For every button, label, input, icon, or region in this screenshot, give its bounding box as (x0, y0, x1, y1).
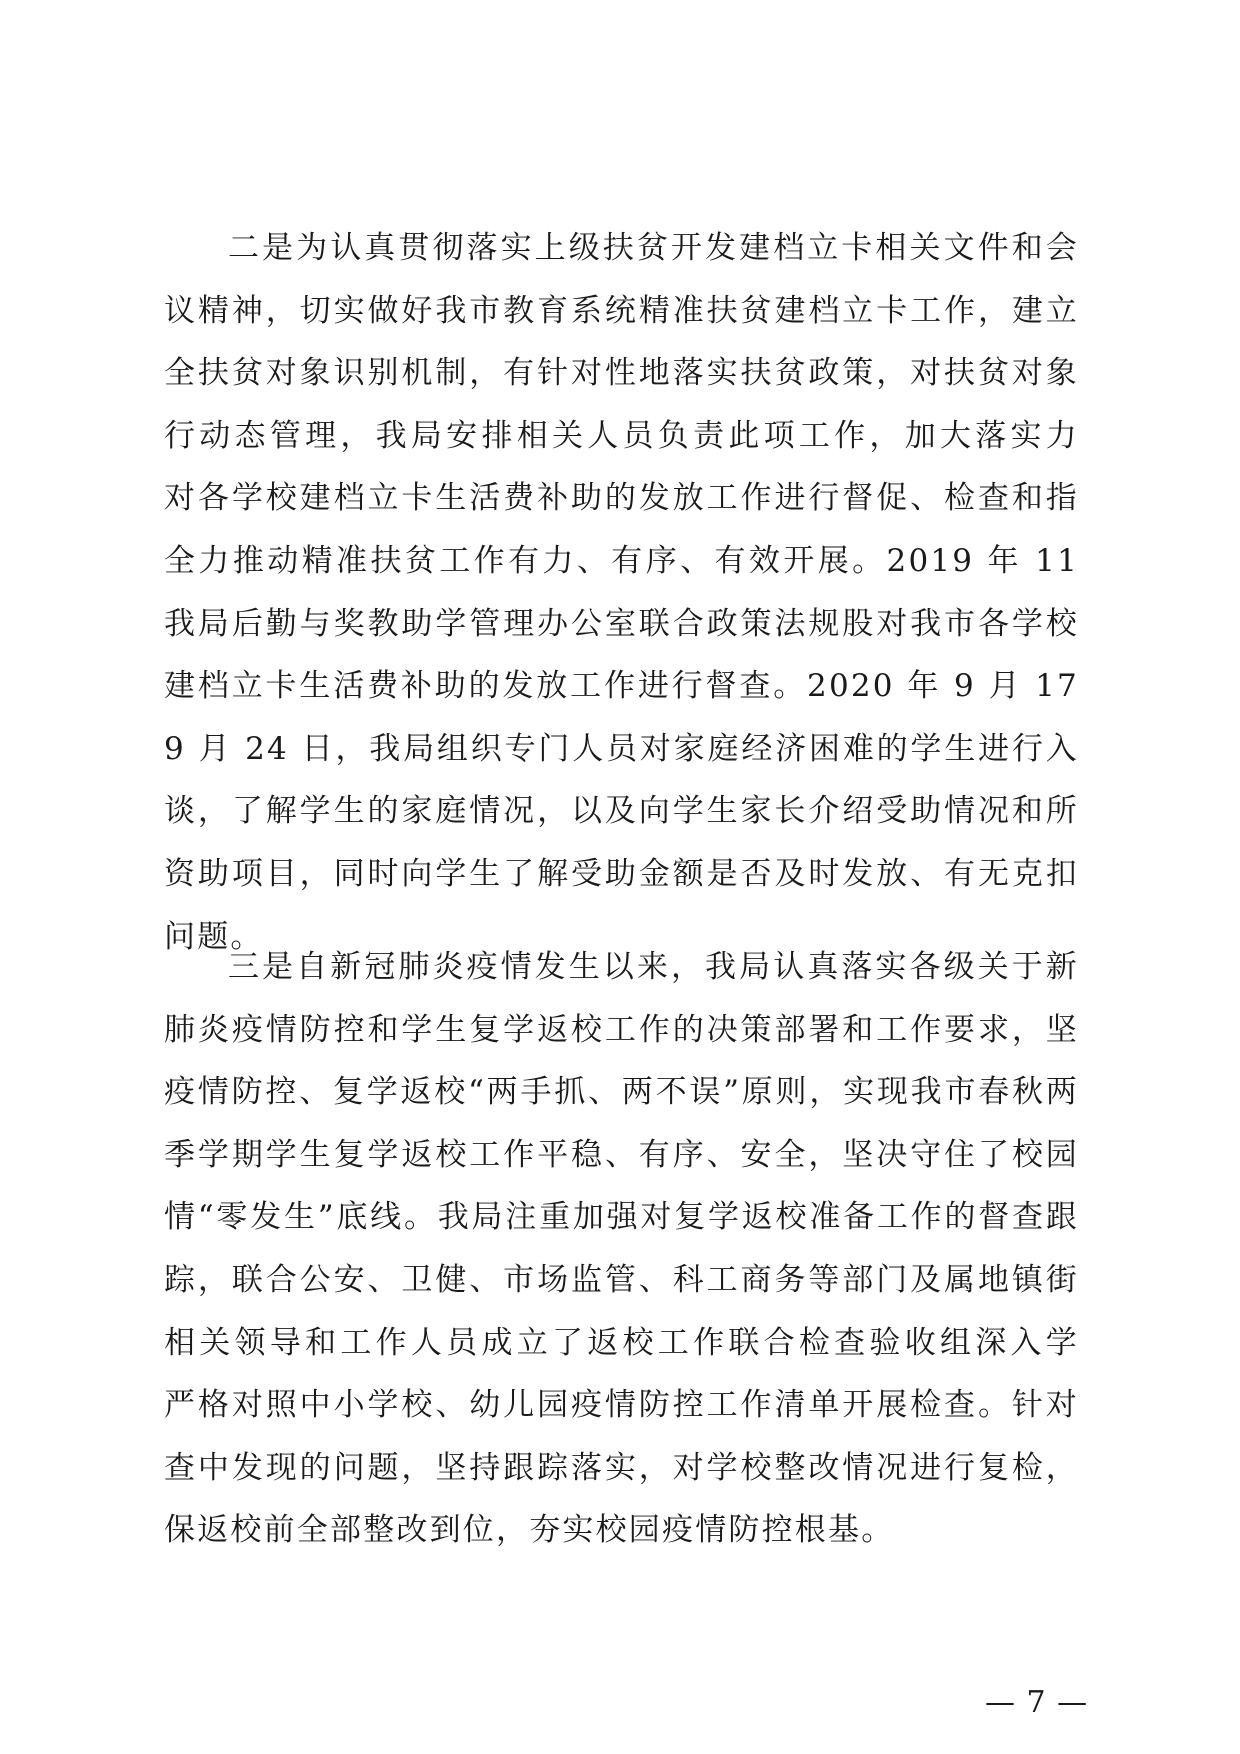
paragraph-line: 建档立卡生活费补助的发放工作进行督查。2020 年 9 月 17 (164, 668, 1079, 705)
paragraph-line: 全力推动精准扶贫工作有力、有序、有效开展。2019 年 11 (164, 542, 1079, 579)
paragraph-line: 查中发现的问题，坚持跟踪落实，对学校整改情况进行复检， (164, 1449, 1079, 1486)
paragraph-line: 9 月 24 日，我局组织专门人员对家庭经济困难的学生进行入 (164, 730, 1079, 767)
paragraph-line: 季学期学生复学返校工作平稳、有序、安全，坚决守住了校园 (164, 1136, 1079, 1173)
paragraph-line: 疫情防控、复学返校“两手抓、两不误”原则，实现我市春秋两 (164, 1074, 1079, 1111)
paragraph-line: 相关领导和工作人员成立了返校工作联合检查验收组深入学 (164, 1324, 1079, 1361)
paragraph-line: 情“零发生”底线。我局注重加强对复学返校准备工作的督查跟 (164, 1199, 1079, 1236)
paragraph-line: 对各学校建档立卡生活费补助的发放工作进行督促、检查和指 (164, 480, 1079, 517)
paragraph-line: 肺炎疫情防控和学生复学返校工作的决策部署和工作要求，坚 (164, 1011, 1079, 1048)
paragraph-line: 保返校前全部整改到位，夯实校园疫情防控根基。 (164, 1512, 895, 1549)
paragraph-line: 问题。 (164, 918, 264, 955)
paragraph-line: 全扶贫对象识别机制，有针对性地落实扶贫政策，对扶贫对象 (164, 355, 1079, 392)
paragraph-epidemic-control (164, 936, 1079, 1562)
paragraph-line: 我局后勤与奖教助学管理办公室联合政策法规股对我市各学校 (164, 605, 1079, 642)
paragraph-line: 议精神，切实做好我市教育系统精准扶贫建档立卡工作，建立 (164, 292, 1079, 329)
paragraph-poverty-alleviation (164, 217, 1079, 968)
paragraph-line: 二是为认真贯彻落实上级扶贫开发建档立卡相关文件和会 (228, 230, 1079, 266)
paragraph-line: 行动态管理，我局安排相关人员负责此项工作，加大落实力 (164, 417, 1079, 454)
page-number: — 7 — (985, 1685, 1089, 1720)
paragraph-line: 三是自新冠肺炎疫情发生以来，我局认真落实各级关于新 (228, 949, 1079, 985)
paragraph-line: 踪，联合公安、卫健、市场监管、科工商务等部门及属地镇街 (164, 1261, 1079, 1298)
paragraph-line: 谈，了解学生的家庭情况，以及向学生家长介绍受助情况和所 (164, 793, 1079, 830)
paragraph-line: 严格对照中小学校、幼儿园疫情防控工作清单开展检查。针对 (164, 1387, 1079, 1424)
paragraph-line: 资助项目，同时向学生了解受助金额是否及时发放、有无克扣 (164, 855, 1079, 892)
